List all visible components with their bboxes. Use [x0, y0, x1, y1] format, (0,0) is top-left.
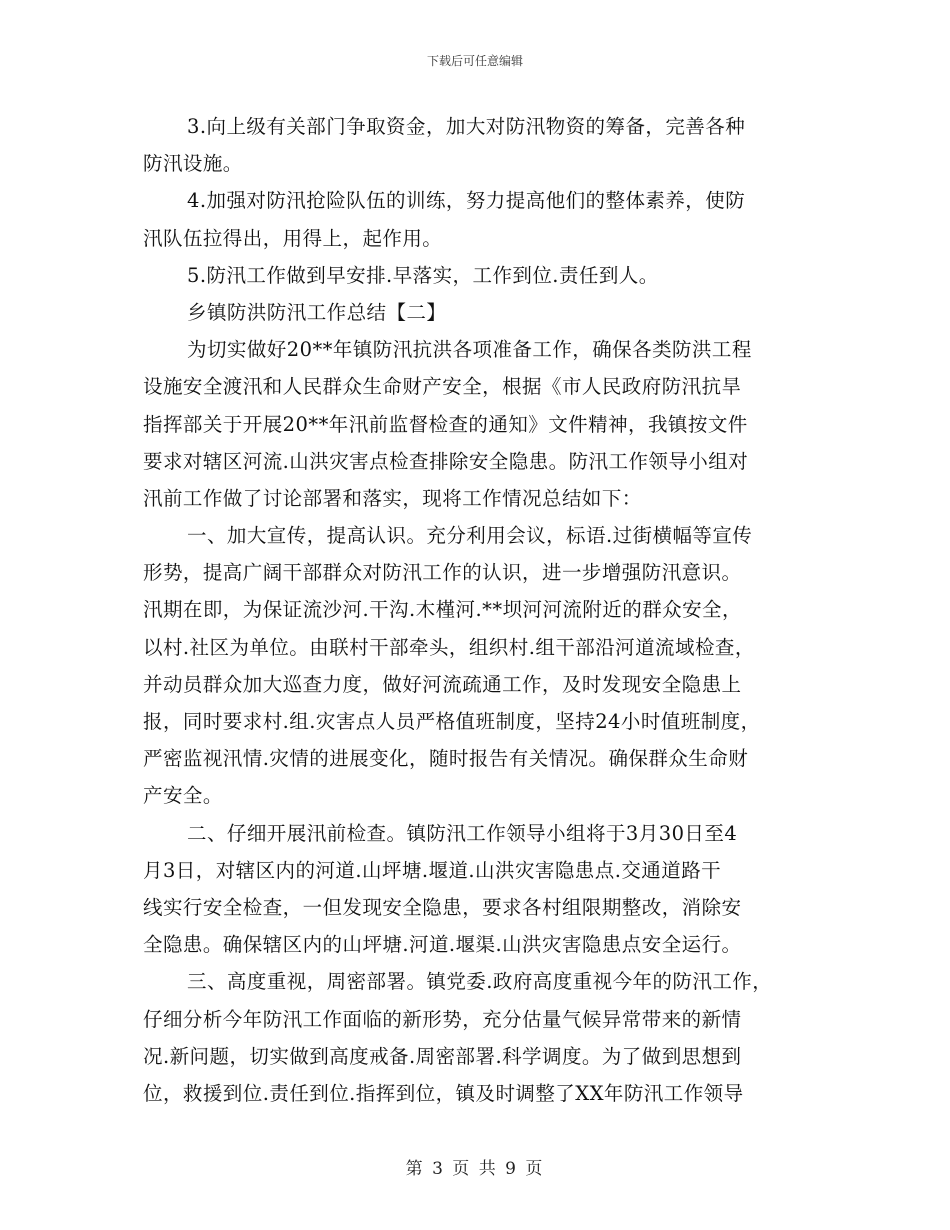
text-line: 三、高度重视，周密部署。镇党委.政府高度重视今年的防汛工作， [187, 970, 773, 994]
text-line: 位，救援到位.责任到位.指挥到位，镇及时调整了XX年防汛工作领导 [143, 1081, 744, 1105]
text-line: 为切实做好20**年镇防汛抗洪各项准备工作，确保各类防洪工程 [187, 338, 752, 362]
paragraph-point-3 [143, 963, 808, 1112]
page-header: 下载后可任意编辑 [426, 54, 523, 68]
text-line: 二、仔细开展汛前检查。镇防汛工作领导小组将于3月30日至4 [187, 821, 738, 845]
text-line: 设施安全渡汛和人民群众生命财产安全，根据《市人民政府防汛抗旱 [143, 375, 742, 399]
text-line: 以村.社区为单位。由联村干部牵头，组织村.组干部沿河道流域检查， [143, 635, 755, 659]
page-footer: 第 3 页 共 9 页 [405, 1159, 545, 1179]
paragraph-item-3 [143, 108, 808, 182]
text-line: 汛期在即，为保证流沙河.干沟.木槿河.**坝河河流附近的群众安全， [143, 598, 742, 622]
text-line: 月3日，对辖区内的河道.山坪塘.堰道.山洪灾害隐患点.交通道路干 [143, 858, 722, 882]
text-line: 4.加强对防汛抢险队伍的训练，努力提高他们的整体素养，使防 [187, 189, 746, 213]
paragraph-intro [143, 331, 808, 517]
paragraph-point-1 [143, 517, 808, 815]
text-line: 并动员群众加大巡查力度，做好河流疏通工作，及时发现安全隐患上 [143, 672, 742, 696]
text-line: 严密监视汛情.灾情的进展变化，随时报告有关情况。确保群众生命财 [143, 747, 749, 771]
text-line: 仔细分析今年防汛工作面临的新形势，充分估量气候异常带来的新情 [143, 1007, 742, 1031]
text-line: 况.新问题，切实做到高度戒备.周密部署.科学调度。为了做到思想到 [143, 1044, 742, 1068]
text-line: 汛前工作做了讨论部署和落实，现将工作情况总结如下： [143, 486, 642, 510]
text-line: 形势，提高广阔干部群众对防汛工作的认识，进一步增强防汛意识。 [143, 561, 742, 585]
text-line: 3.向上级有关部门争取资金，加大对防汛物资的筹备，完善各种 [187, 115, 746, 138]
text-line: 防汛设施。 [143, 152, 243, 176]
text-line: 汛队伍拉得出，用得上，起作用。 [143, 226, 443, 250]
text-line: 指挥部关于开展20**年汛前监督检查的通知》文件精神，我镇按文件 [143, 412, 748, 436]
text-line: 产安全。 [143, 784, 223, 808]
document-body [143, 108, 808, 1112]
text-line: 要求对辖区河流.山洪灾害点检查排除安全隐患。防汛工作领导小组对 [143, 449, 749, 473]
text-line: 5.防汛工作做到早安排.早落实，工作到位.责任到人。 [187, 263, 659, 287]
text-line: 报，同时要求村.组.灾害点人员严格值班制度，坚持24小时值班制度， [143, 710, 761, 733]
text-line: 全隐患。确保辖区内的山坪塘.河道.堰渠.山洪灾害隐患点安全运行。 [143, 933, 742, 957]
text-line: 一、加大宣传，提高认识。充分利用会议，标语.过街横幅等宣传 [187, 524, 753, 548]
paragraph-item-5 [143, 257, 808, 294]
paragraph-item-4 [143, 182, 808, 256]
heading-line: 乡镇防洪防汛工作总结【二】 [187, 300, 447, 324]
text-line: 线实行安全检查，一但发现安全隐患，要求各村组限期整改，消除安 [143, 895, 742, 919]
paragraph-point-2 [143, 815, 808, 964]
section-heading [143, 294, 808, 331]
